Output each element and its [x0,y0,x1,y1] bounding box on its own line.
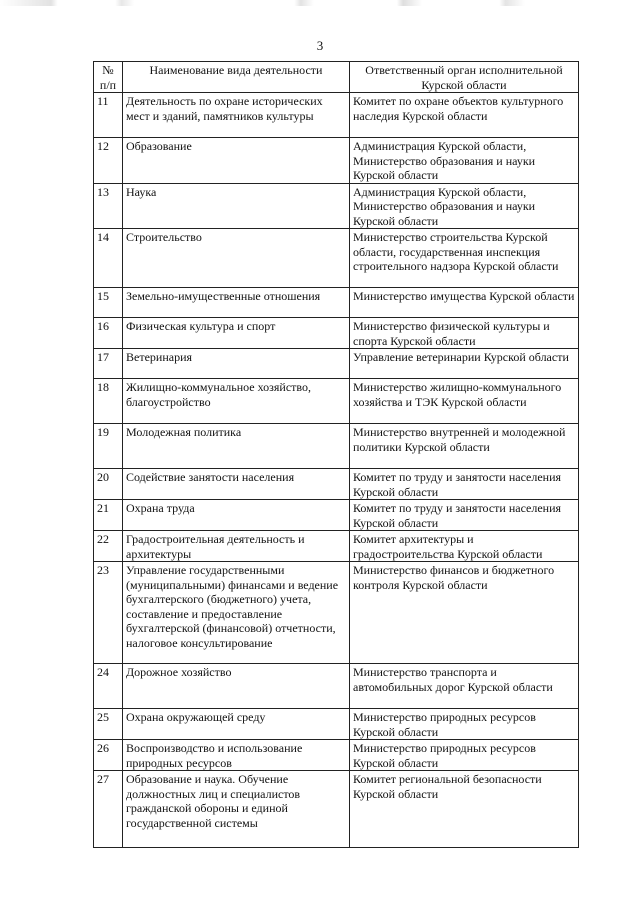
row-number: 11 [94,93,123,138]
row-number: 24 [94,664,123,709]
table-row [94,424,579,469]
table-row [94,709,579,740]
table-row [94,183,579,229]
row-activity: Управление государственными (муниципальными) финансами и ведение бухгалтерского (бюджетного) учета, составление и предоставление бухгалтерской (финансовой) отчетности, налоговое консультирование [123,562,350,664]
row-activity: Воспроизводство и использование природных ресурсов [123,740,350,771]
row-authority: Министерство финансов и бюджетного контроля Курской области [350,562,579,664]
row-number: 27 [94,771,123,848]
table-row [94,93,579,138]
row-number: 25 [94,709,123,740]
row-authority: Министерство физической культуры и спорта Курской области [350,318,579,349]
row-number: 22 [94,531,123,562]
row-activity: Молодежная политика [123,424,350,469]
table-row [94,531,579,562]
activity-authority-table [93,61,579,848]
row-activity: Жилищно-коммунальное хозяйство, благоустройство [123,379,350,424]
row-authority: Министерство природных ресурсов Курской области [350,709,579,740]
row-authority: Управление ветеринарии Курской области [350,349,579,379]
row-activity: Содействие занятости населения [123,469,350,500]
row-activity: Дорожное хозяйство [123,664,350,709]
row-activity: Образование [123,138,350,184]
row-number: 20 [94,469,123,500]
header-authority: Ответственный орган исполнительной Курской области [350,62,579,93]
table-row [94,349,579,379]
row-authority: Министерство транспорта и автомобильных дорог Курской области [350,664,579,709]
table-row [94,771,579,848]
header-number: № п/п [94,62,123,93]
row-authority: Администрация Курской области, Министерство образования и науки Курской области [350,183,579,229]
row-authority: Министерство природных ресурсов Курской области [350,740,579,771]
row-authority: Комитет по труду и занятости населения Курской области [350,469,579,500]
row-activity: Образование и наука. Обучение должностных лиц и специалистов гражданской обороны и единой государственной системы [123,771,350,848]
row-activity: Ветеринария [123,349,350,379]
table-row [94,229,579,288]
table-row [94,500,579,531]
row-number: 21 [94,500,123,531]
table-row [94,288,579,318]
table-row [94,562,579,664]
row-authority: Министерство имущества Курской области [350,288,579,318]
row-authority: Министерство жилищно-коммунального хозяйства и ТЭК Курской области [350,379,579,424]
table-row [94,664,579,709]
row-authority: Администрация Курской области, Министерство образования и науки Курской области [350,138,579,184]
row-number: 12 [94,138,123,184]
table-row [94,469,579,500]
row-activity: Охрана окружающей среду [123,709,350,740]
row-activity: Строительство [123,229,350,288]
header-activity: Наименование вида деятельности [123,62,350,93]
row-number: 26 [94,740,123,771]
row-activity: Деятельность по охране исторических мест и зданий, памятников культуры [123,93,350,138]
page-number: 3 [316,38,324,53]
row-authority: Комитет по труду и занятости населения Курской области [350,500,579,531]
row-number: 16 [94,318,123,349]
row-authority: Министерство внутренней и молодежной политики Курской области [350,424,579,469]
row-authority: Министерство строительства Курской области, государственная инспекция строительного надзора Курской области [350,229,579,288]
row-number: 18 [94,379,123,424]
row-number: 19 [94,424,123,469]
row-activity: Градостроительная деятельность и архитектуры [123,531,350,562]
row-activity: Охрана труда [123,500,350,531]
table-row [94,318,579,349]
scan-edge-artifact [0,0,640,6]
row-number: 17 [94,349,123,379]
row-activity: Наука [123,183,350,229]
table-row [94,138,579,184]
table-row [94,740,579,771]
row-authority: Комитет архитектуры и градостроительства Курской области [350,531,579,562]
row-authority: Комитет по охране объектов культурного наследия Курской области [350,93,579,138]
row-number: 15 [94,288,123,318]
row-activity: Земельно-имущественные отношения [123,288,350,318]
row-activity: Физическая культура и спорт [123,318,350,349]
row-number: 23 [94,562,123,664]
row-number: 14 [94,229,123,288]
table-header-row [94,62,579,93]
row-authority: Комитет региональной безопасности Курской области [350,771,579,848]
row-number: 13 [94,183,123,229]
table-row [94,379,579,424]
